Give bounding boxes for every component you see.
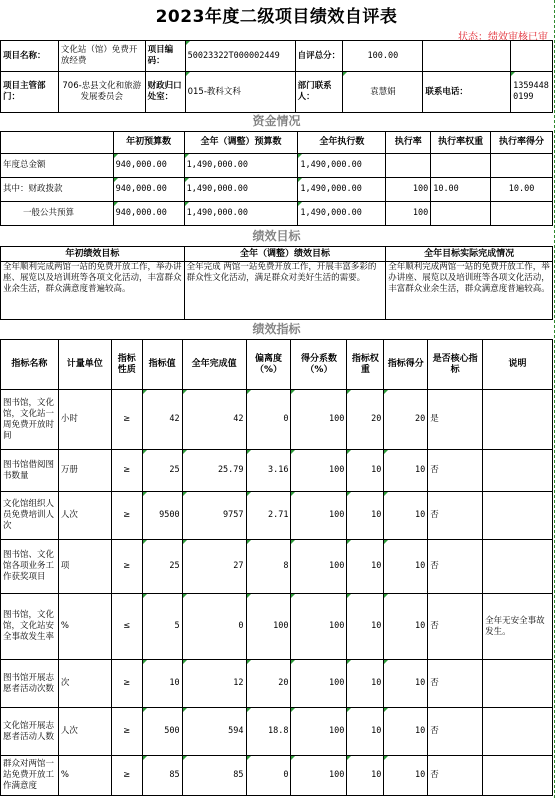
indicator-actual: 12 — [182, 660, 246, 708]
funds-cell: 1,490,000.00 — [298, 178, 386, 202]
indicator-deviation: 18.8 — [246, 708, 291, 756]
indicator-actual: 594 — [182, 708, 246, 756]
funds-cell: 940,000.00 — [113, 202, 184, 226]
indicator-actual: 27 — [182, 540, 246, 594]
indicator-name: 图书馆开展志愿者活动次数 — [1, 660, 59, 708]
indicator-target: 25 — [142, 450, 182, 492]
indicator-deviation: 20 — [246, 660, 291, 708]
funds-cell — [491, 154, 553, 178]
indicator-nature: ≥ — [111, 756, 142, 796]
funds-cell — [491, 202, 553, 226]
indicator-deviation: 0 — [246, 756, 291, 796]
indicator-score: 10 — [384, 594, 428, 660]
empty-cell — [511, 41, 553, 72]
indicator-actual: 0 — [182, 594, 246, 660]
indicator-row — [1, 390, 553, 450]
project-code-value: 50023322T000002449 — [185, 41, 295, 72]
indicator-weight: 10 — [347, 450, 384, 492]
indicator-target: 42 — [142, 390, 182, 450]
dept-value: 706-忠县文化和旅游发展委员会 — [58, 72, 145, 113]
indicator-score-coef: 100 — [291, 492, 347, 540]
indicator-core: 否 — [428, 660, 483, 708]
indicator-score: 10 — [384, 450, 428, 492]
dept-label: 项目主管部门： — [1, 72, 59, 113]
indicator-unit: 次 — [58, 660, 111, 708]
indicator-header-cell: 指标性质 — [111, 340, 142, 390]
indicator-row — [1, 660, 553, 708]
page-title: 2023年度二级项目绩效自评表 — [155, 7, 398, 27]
indicator-score: 10 — [384, 756, 428, 796]
score-label: 自评总分： — [295, 41, 343, 72]
funds-cell: 1,490,000.00 — [298, 202, 386, 226]
empty-cell — [423, 41, 511, 72]
phone-value: 13594480199 — [511, 72, 553, 113]
goals-header-adjusted: 全年（调整）绩效目标 — [184, 247, 386, 262]
indicator-weight: 10 — [347, 594, 384, 660]
funds-row-label: 年度总金额 — [1, 154, 114, 178]
indicator-target: 10 — [142, 660, 182, 708]
indicator-header-cell: 说明 — [483, 340, 553, 390]
indicator-name: 群众对两馆一站免费开放工作满意度 — [1, 756, 59, 796]
status-label: 状态：绩效审核已审 — [458, 32, 548, 43]
indicator-header-cell: 计量单位 — [58, 340, 111, 390]
indicator-unit: 万册 — [58, 450, 111, 492]
indicator-note — [483, 450, 553, 492]
indicator-weight: 10 — [347, 540, 384, 594]
indicator-note — [483, 708, 553, 756]
goals-header-initial: 年初绩效目标 — [1, 247, 185, 262]
indicator-unit: 人次 — [58, 708, 111, 756]
indicator-name: 文化馆组织人员免费培训人次 — [1, 492, 59, 540]
funds-cell — [431, 202, 491, 226]
indicator-header-cell: 指标值 — [142, 340, 182, 390]
indicator-score-coef: 100 — [291, 540, 347, 594]
indicator-core: 否 — [428, 492, 483, 540]
indicator-row — [1, 594, 553, 660]
funds-cell — [386, 154, 431, 178]
funds-row-label: 其中：财政拨款 — [1, 178, 114, 202]
indicator-score-coef: 100 — [291, 450, 347, 492]
indicator-deviation: 100 — [246, 594, 291, 660]
indicator-row — [1, 540, 553, 594]
indicator-nature: ≥ — [111, 708, 142, 756]
funds-header-cell: 全年（调整）预算数 — [184, 132, 298, 154]
contact-label: 部门联系人： — [295, 72, 343, 113]
indicator-score: 10 — [384, 708, 428, 756]
office-value: 015-教科文科 — [185, 72, 295, 113]
indicator-note — [483, 390, 553, 450]
funds-cell: 1,490,000.00 — [184, 154, 298, 178]
indicator-core: 是 — [428, 390, 483, 450]
indicator-unit: % — [58, 756, 111, 796]
funds-header-cell: 执行率 — [386, 132, 431, 154]
indicator-score: 10 — [384, 540, 428, 594]
project-info-table — [0, 40, 553, 113]
funds-cell: 940,000.00 — [113, 154, 184, 178]
indicator-actual: 25.79 — [182, 450, 246, 492]
goals-actual-text: 全年顺利完成两馆一站的免费开放工作，举办讲座、展览以及培训班等各项文化活动，丰富群众业余生活，群众满意度普遍较高。 — [386, 262, 553, 320]
funds-cell: 1,490,000.00 — [298, 154, 386, 178]
funds-cell: 10.00 — [431, 178, 491, 202]
indicator-target: 85 — [142, 756, 182, 796]
indicator-unit: 小时 — [58, 390, 111, 450]
funds-cell: 1,490,000.00 — [184, 202, 298, 226]
indicator-deviation: 3.16 — [246, 450, 291, 492]
funds-header-cell: 全年执行数 — [298, 132, 386, 154]
indicator-actual: 9757 — [182, 492, 246, 540]
indicator-core: 否 — [428, 594, 483, 660]
indicator-nature: ≤ — [111, 594, 142, 660]
indicator-nature: ≥ — [111, 540, 142, 594]
indicator-header-cell: 指标名称 — [1, 340, 59, 390]
indicator-target: 9500 — [142, 492, 182, 540]
indicator-score-coef: 100 — [291, 660, 347, 708]
project-name-label: 项目名称： — [1, 41, 59, 72]
phone-label: 联系电话： — [423, 72, 511, 113]
indicator-row — [1, 756, 553, 796]
funds-cell: 940,000.00 — [113, 178, 184, 202]
indicator-target: 500 — [142, 708, 182, 756]
indicator-header-cell: 是否核心指标 — [428, 340, 483, 390]
funds-table — [0, 131, 553, 226]
indicator-weight: 10 — [347, 708, 384, 756]
indicators-table — [0, 339, 553, 796]
goals-adjusted-text: 全年完成 两馆一站免费开放工作，开展丰富多彩的群众性文化活动，满足群众对美好生活的需要。 — [184, 262, 386, 320]
goals-initial-text: 全年顺利完成两馆一站的免费开放工作，举办讲座、展览以及培训班等各项文化活动，丰富群众业余生活，群众满意度普遍较高。 — [1, 262, 185, 320]
indicator-note — [483, 660, 553, 708]
indicator-actual: 42 — [182, 390, 246, 450]
funds-header-cell: 年初预算数 — [113, 132, 184, 154]
indicator-note — [483, 756, 553, 796]
indicator-nature: ≥ — [111, 492, 142, 540]
indicator-score-coef: 100 — [291, 756, 347, 796]
funds-row-label: 一般公共预算 — [1, 202, 114, 226]
indicator-nature: ≥ — [111, 450, 142, 492]
indicator-nature: ≥ — [111, 660, 142, 708]
indicator-name: 图书馆借阅图书数量 — [1, 450, 59, 492]
indicator-target: 5 — [142, 594, 182, 660]
office-label: 财政归口处室： — [145, 72, 185, 113]
funds-header-cell: 执行率得分 — [491, 132, 553, 154]
indicator-row — [1, 708, 553, 756]
indicator-score: 10 — [384, 660, 428, 708]
indicator-score-coef: 100 — [291, 390, 347, 450]
project-code-label: 项目编码： — [145, 41, 185, 72]
indicator-nature: ≥ — [111, 390, 142, 450]
funds-cell: 10.00 — [491, 178, 553, 202]
indicator-core: 否 — [428, 540, 483, 594]
indicator-target: 25 — [142, 540, 182, 594]
indicator-name: 文化馆开展志愿者活动人数 — [1, 708, 59, 756]
indicator-deviation: 0 — [246, 390, 291, 450]
indicator-unit: 项 — [58, 540, 111, 594]
indicator-unit: 人次 — [58, 492, 111, 540]
goals-section-title: 绩效目标 — [252, 229, 301, 243]
indicators-body — [1, 390, 553, 796]
funds-cell: 100 — [386, 178, 431, 202]
funds-cell: 1,490,000.00 — [184, 178, 298, 202]
indicator-weight: 20 — [347, 390, 384, 450]
indicator-weight: 10 — [347, 660, 384, 708]
indicator-header-cell: 得分系数（%） — [291, 340, 347, 390]
indicator-score-coef: 100 — [291, 594, 347, 660]
funds-cell — [431, 154, 491, 178]
score-value: 100.00 — [343, 41, 423, 72]
indicator-score: 20 — [384, 390, 428, 450]
indicator-note — [483, 492, 553, 540]
indicator-core: 否 — [428, 450, 483, 492]
indicator-header-cell: 指标权重 — [347, 340, 384, 390]
indicator-header-cell: 指标得分 — [384, 340, 428, 390]
indicator-weight: 10 — [347, 756, 384, 796]
funds-section-title: 资金情况 — [252, 114, 301, 128]
funds-header-cell — [1, 132, 114, 154]
indicator-weight: 10 — [347, 492, 384, 540]
goals-table — [0, 246, 553, 320]
indicator-core: 否 — [428, 708, 483, 756]
indicator-name: 图书馆、文化馆各项业务工作获奖项目 — [1, 540, 59, 594]
indicators-section-title: 绩效指标 — [252, 322, 301, 336]
indicator-score-coef: 100 — [291, 708, 347, 756]
goals-header-actual: 全年目标实际完成情况 — [386, 247, 553, 262]
indicator-name: 图书馆，文化馆，文化站一周免费开放时间 — [1, 390, 59, 450]
indicator-score: 10 — [384, 492, 428, 540]
indicator-deviation: 2.71 — [246, 492, 291, 540]
indicator-row — [1, 492, 553, 540]
indicator-header-cell: 全年完成值 — [182, 340, 246, 390]
indicator-deviation: 8 — [246, 540, 291, 594]
funds-cell: 100 — [386, 202, 431, 226]
indicator-actual: 85 — [182, 756, 246, 796]
indicator-note — [483, 540, 553, 594]
project-name-value: 文化站（馆）免费开放经费 — [58, 41, 145, 72]
indicator-note: 全年无安全事故发生。 — [483, 594, 553, 660]
indicator-row — [1, 450, 553, 492]
funds-header-cell: 执行率权重 — [431, 132, 491, 154]
indicator-unit: % — [58, 594, 111, 660]
indicator-header-cell: 偏离度（%） — [246, 340, 291, 390]
contact-value: 袁慧娟 — [343, 72, 423, 113]
indicator-name: 图书馆，文化馆，文化站安全事故发生率 — [1, 594, 59, 660]
indicator-core: 否 — [428, 756, 483, 796]
